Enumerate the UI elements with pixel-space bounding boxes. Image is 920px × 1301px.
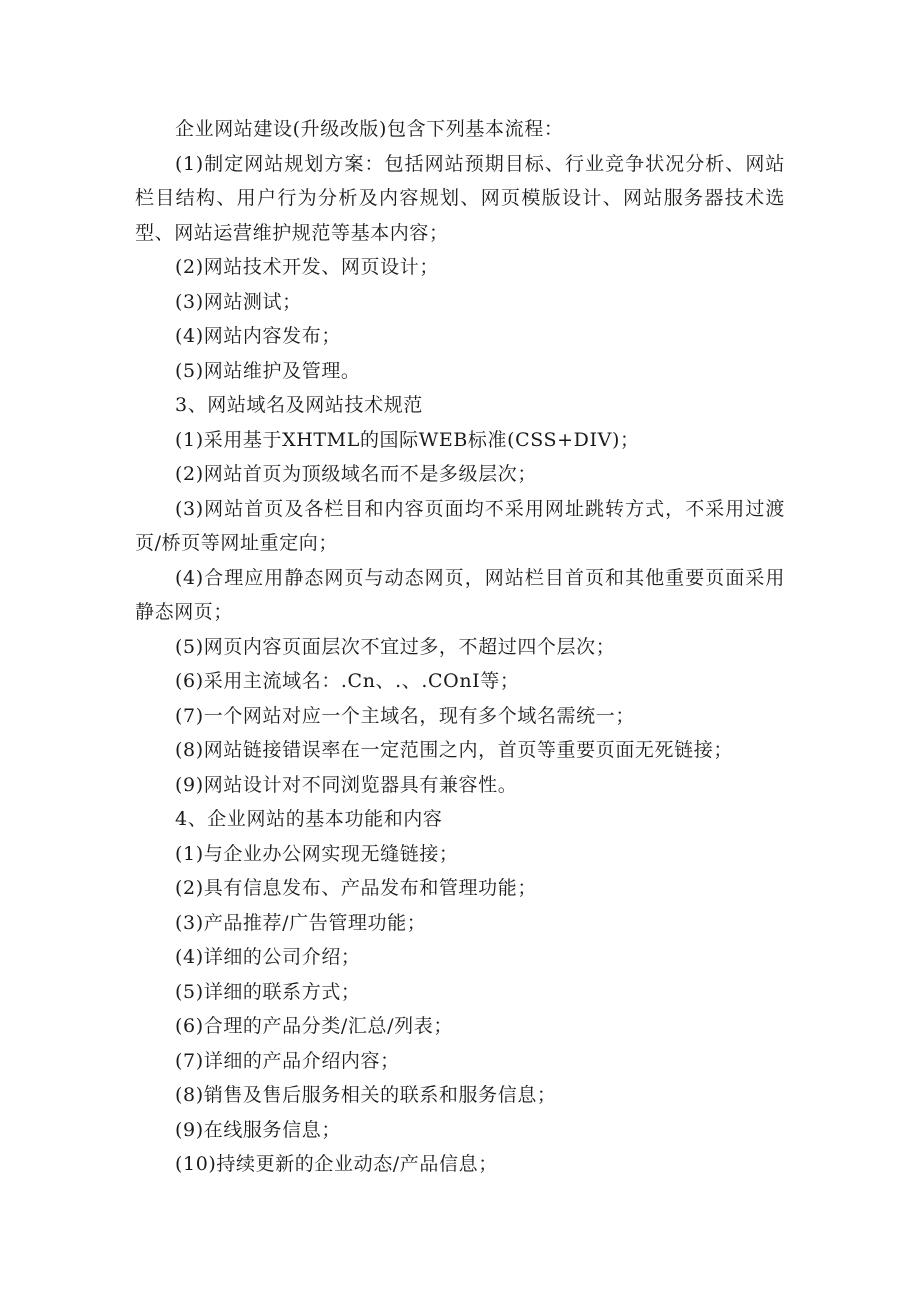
paragraph-spec-2: (2)网站首页为顶级域名而不是多级层次；	[175, 463, 537, 485]
section-heading-4: 4、企业网站的基本功能和内容	[175, 808, 443, 830]
paragraph-step-5: (5)网站维护及管理。	[175, 359, 361, 382]
paragraph-feature-9: (9)在线服务信息；	[175, 1118, 341, 1141]
paragraph-feature-7: (7)详细的产品介绍内容；	[175, 1049, 400, 1072]
paragraph-feature-1: (1)与企业办公网实现无缝链接；	[175, 842, 459, 865]
paragraph-feature-4: (4)详细的公司介绍；	[175, 946, 361, 968]
paragraph-spec-5: (5)网页内容页面层次不宜过多，不超过四个层次；	[175, 635, 616, 658]
section-heading-3: 3、网站域名及网站技术规范	[175, 394, 423, 416]
paragraph-step-3: (3)网站测试；	[175, 290, 302, 313]
paragraph-spec-7: (7)一个网站对应一个主域名，现有多个域名需统一；	[175, 704, 635, 727]
paragraph-spec-1: (1)采用基于XHTML的国际WEB标准(CSS+DIV)；	[175, 428, 640, 451]
paragraph-intro: 企业网站建设(升级改版)包含下列基本流程：	[175, 118, 564, 140]
paragraph-spec-8: (8)网站链接错误率在一定范围之内，首页等重要页面无死链接；	[175, 739, 733, 761]
paragraph-feature-3: (3)产品推荐/广告管理功能；	[175, 911, 427, 934]
paragraph-spec-9: (9)网站设计对不同浏览器具有兼容性。	[175, 773, 518, 796]
paragraph-feature-5: (5)详细的联系方式；	[175, 980, 361, 1003]
paragraph-feature-6: (6)合理的产品分类/汇总/列表；	[175, 1015, 453, 1037]
paragraph-step-1: (1)制定网站规划方案：包括网站预期目标、行业竞争状况分析、网站栏目结构、用户行为分析及内容规划、网页模版设计、网站服务器技术选型、网站运营维护规范等基本内容；	[135, 152, 785, 244]
paragraph-feature-2: (2)具有信息发布、产品发布和管理功能；	[175, 877, 537, 899]
paragraph-spec-6: (6)采用主流域名：.Cn、.、.COnI等；	[175, 670, 520, 692]
document-body	[135, 112, 785, 1182]
paragraph-feature-10: (10)持续更新的企业动态/产品信息；	[175, 1153, 498, 1175]
paragraph-spec-4: (4)合理应用静态网页与动态网页，网站栏目首页和其他重要页面采用静态网页；	[135, 566, 785, 623]
paragraph-step-4: (4)网站内容发布；	[175, 325, 341, 347]
paragraph-step-2: (2)网站技术开发、网页设计；	[175, 256, 439, 278]
paragraph-spec-3: (3)网站首页及各栏目和内容页面均不采用网址跳转方式，不采用过渡页/桥页等网址重定向；	[135, 497, 785, 554]
paragraph-feature-8: (8)销售及售后服务相关的联系和服务信息；	[175, 1084, 557, 1106]
